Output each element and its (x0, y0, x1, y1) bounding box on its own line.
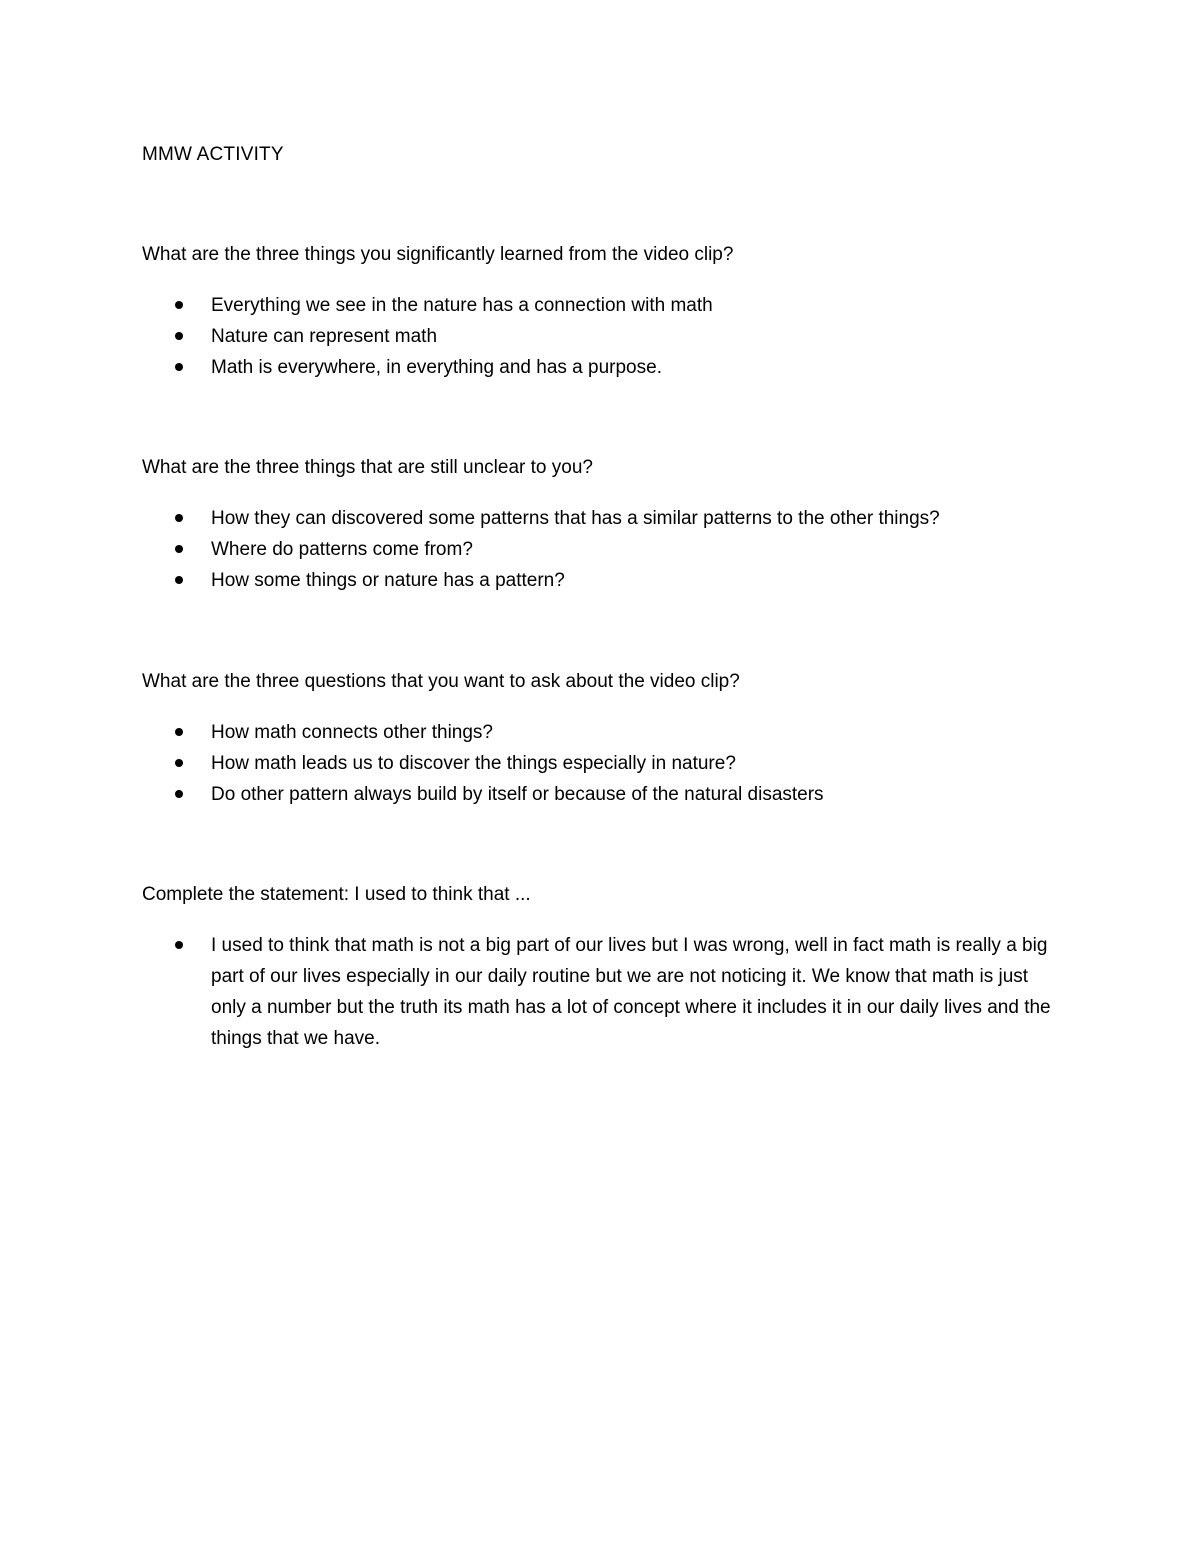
list-item (142, 565, 1062, 596)
list-item-text: Nature can represent math (211, 326, 438, 347)
bullet-icon (175, 301, 183, 309)
list-item-text: I used to think that math is not a big part of our lives but I was wrong, well in fact math is really a big part of our lives especially in our daily routine but we are not noticing it. We know that math is just only a number but the truth its math has a lot of concept where it includes it in our daily lives and the things that we have. (211, 935, 1051, 1049)
list-item (142, 503, 1062, 534)
list-item (142, 748, 1062, 779)
list-item-text: Where do patterns come from? (211, 539, 473, 560)
bullet-list (142, 930, 1062, 1054)
bullet-icon (175, 514, 183, 522)
bullet-icon (175, 576, 183, 584)
list-item (142, 930, 1062, 1054)
section-questions (142, 669, 1062, 810)
list-item-text: Everything we see in the nature has a connection with math (211, 295, 713, 316)
list-item-text: Do other pattern always build by itself or because of the natural disasters (211, 784, 824, 805)
section-question: What are the three questions that you want to ask about the video clip? (142, 671, 740, 692)
list-item-text: How they can discovered some patterns that has a similar patterns to the other things? (211, 508, 940, 529)
bullet-list (142, 503, 1062, 596)
section-question: Complete the statement: I used to think that ... (142, 884, 531, 905)
bullet-list (142, 717, 1062, 810)
bullet-icon (175, 728, 183, 736)
list-item-text: How math leads us to discover the things especially in nature? (211, 753, 736, 774)
list-item (142, 534, 1062, 565)
list-item (142, 321, 1062, 352)
list-item (142, 717, 1062, 748)
section-question: What are the three things you significantly learned from the video clip? (142, 244, 734, 265)
bullet-icon (175, 363, 183, 371)
list-item-text: How math connects other things? (211, 722, 493, 743)
bullet-list (142, 290, 1062, 383)
section-question: What are the three things that are still unclear to you? (142, 457, 593, 478)
section-statement (142, 882, 1062, 1054)
list-item (142, 352, 1062, 383)
bullet-icon (175, 545, 183, 553)
list-item-text: How some things or nature has a pattern? (211, 570, 565, 591)
document-title: MMW ACTIVITY (142, 144, 284, 165)
list-item-text: Math is everywhere, in everything and has a purpose. (211, 357, 662, 378)
list-item (142, 779, 1062, 810)
bullet-icon (175, 790, 183, 798)
list-item (142, 290, 1062, 321)
bullet-icon (175, 332, 183, 340)
section-learned (142, 242, 1062, 383)
section-unclear (142, 455, 1062, 596)
bullet-icon (175, 759, 183, 767)
bullet-icon (175, 941, 183, 949)
